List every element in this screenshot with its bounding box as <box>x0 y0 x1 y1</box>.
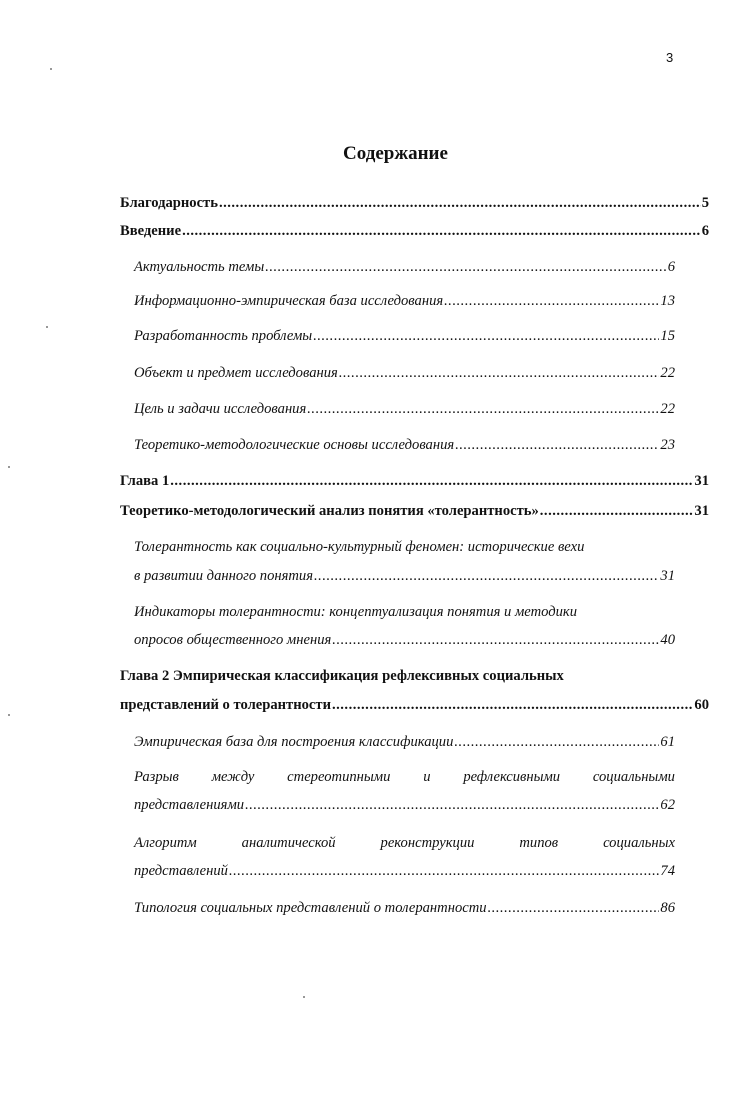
page-number: 3 <box>666 50 674 65</box>
toc-word: и <box>423 769 431 785</box>
toc-entry-gratitude[interactable] <box>120 196 709 211</box>
toc-word: Алгоритм <box>134 835 197 851</box>
toc-page: 15 <box>660 328 675 344</box>
dot-leader <box>182 224 701 239</box>
dot-leader <box>332 698 693 713</box>
toc-label: Информационно-эмпирическая база исследования <box>134 293 444 309</box>
toc-word: между <box>211 769 255 785</box>
dot-leader <box>313 329 659 344</box>
scan-speck <box>8 714 10 716</box>
toc-entry-goals[interactable] <box>134 402 675 417</box>
toc-page: 6 <box>701 223 709 239</box>
toc-page: 62 <box>660 797 675 813</box>
toc-section-line[interactable] <box>134 770 675 785</box>
toc-entry-tolerance-indicators[interactable] <box>134 633 675 648</box>
toc-entry-classification-base[interactable] <box>134 735 675 750</box>
toc-word: стереотипными <box>287 769 391 785</box>
dot-leader <box>314 569 659 584</box>
dot-leader <box>444 294 659 309</box>
toc-word: аналитической <box>241 835 336 851</box>
toc-page: 5 <box>701 195 709 211</box>
toc-label: в развитии данного понятия <box>134 568 314 584</box>
scan-speck <box>8 466 10 468</box>
toc-page: 13 <box>660 293 675 309</box>
toc-section-line[interactable] <box>134 836 675 851</box>
page-title: Содержание <box>343 143 448 164</box>
toc-page: 31 <box>694 503 709 519</box>
toc-label: представлениями <box>134 797 245 813</box>
toc-page: 23 <box>660 437 675 453</box>
toc-entry-empirical-base[interactable] <box>134 294 675 309</box>
toc-label: Типология социальных представлений о толерантности <box>134 900 487 916</box>
toc-word: рефлексивными <box>463 769 561 785</box>
dot-leader <box>339 366 660 381</box>
scan-speck <box>50 68 52 70</box>
toc-page: 40 <box>660 632 675 648</box>
toc-word: социальными <box>592 769 675 785</box>
toc-entry-chapter1[interactable] <box>120 474 709 489</box>
dot-leader <box>245 798 659 813</box>
toc-word: типов <box>519 835 559 851</box>
dot-leader <box>332 633 659 648</box>
toc-label: Благодарность <box>120 195 218 211</box>
dot-leader <box>229 864 659 879</box>
toc-label: Актуальность темы <box>134 259 265 275</box>
toc-word: социальных <box>603 835 675 851</box>
scan-speck <box>46 326 48 328</box>
toc-label: Разработанность проблемы <box>134 328 313 344</box>
toc-word: Разрыв <box>134 769 179 785</box>
toc-entry-chapter2[interactable] <box>120 698 709 713</box>
toc-label: Теоретико-методологические основы исследования <box>134 437 455 453</box>
dot-leader <box>454 735 659 750</box>
toc-entry-tolerance-phenomenon[interactable] <box>134 569 675 584</box>
toc-page: 60 <box>694 697 709 713</box>
dot-leader <box>265 260 667 275</box>
toc-entry-chapter1-title[interactable] <box>120 504 709 519</box>
toc-page: 61 <box>660 734 675 750</box>
scan-speck <box>303 996 305 998</box>
dot-leader <box>170 474 693 489</box>
toc-page: 86 <box>660 900 675 916</box>
toc-page: 31 <box>694 473 709 489</box>
toc-entry-relevance[interactable] <box>134 260 675 275</box>
toc-label: представлений о толерантности <box>120 697 331 713</box>
toc-chapter2-line[interactable]: Глава 2 Эмпирическая классификация рефлексивных социальных <box>120 668 564 684</box>
toc-page: 22 <box>660 401 675 417</box>
toc-label: Эмпирическая база для построения классификации <box>134 734 454 750</box>
dot-leader <box>488 901 660 916</box>
toc-entry-object-subject[interactable] <box>134 366 675 381</box>
toc-entry-foundations[interactable] <box>134 438 675 453</box>
toc-entry-intro[interactable] <box>120 224 709 239</box>
toc-entry-typology[interactable] <box>134 901 675 916</box>
toc-entry-development[interactable] <box>134 329 675 344</box>
toc-word: реконструкции <box>380 835 475 851</box>
toc-section-line[interactable]: Индикаторы толерантности: концептуализация понятия и методики <box>134 604 578 620</box>
toc-page: 6 <box>667 259 675 275</box>
toc-entry-algorithm[interactable] <box>134 864 675 879</box>
toc-page: 74 <box>660 863 675 879</box>
toc-section-line[interactable]: Толерантность как социально-культурный феномен: исторические вехи <box>134 539 585 555</box>
toc-label: представлений <box>134 863 228 879</box>
toc-entry-gap[interactable] <box>134 798 675 813</box>
dot-leader <box>540 504 694 519</box>
toc-label: Теоретико-методологический анализ понятия «толерантность» <box>120 503 539 519</box>
dot-leader <box>219 196 701 211</box>
toc-label: Цель и задачи исследования <box>134 401 307 417</box>
toc-label: Введение <box>120 223 182 239</box>
dot-leader <box>455 438 659 453</box>
toc-label: Глава 1 <box>120 473 170 489</box>
dot-leader <box>307 402 659 417</box>
toc-label: Объект и предмет исследования <box>134 365 338 381</box>
toc-page: 22 <box>660 365 675 381</box>
toc-label: опросов общественного мнения <box>134 632 332 648</box>
toc-page: 31 <box>660 568 675 584</box>
